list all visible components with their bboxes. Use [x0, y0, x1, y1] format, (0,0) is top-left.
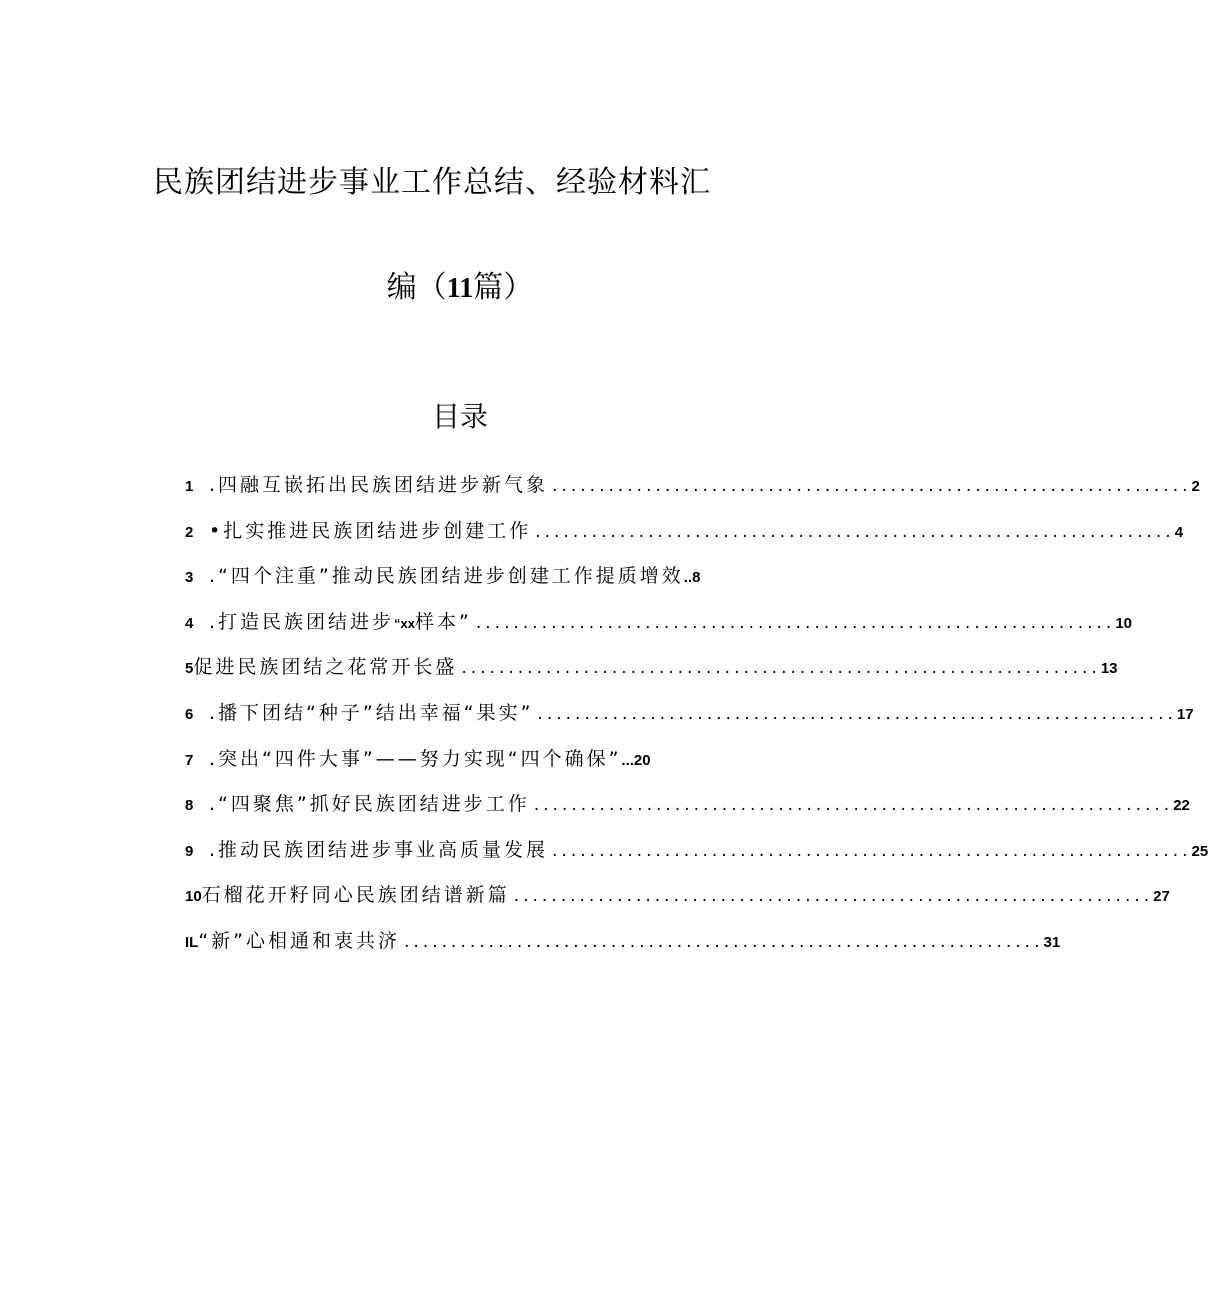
toc-item-page: 22 — [1173, 797, 1190, 815]
toc-item-title: .推动民族团结进步事业高质量发展 — [209, 838, 549, 861]
toc-item-page: 31 — [1043, 933, 1061, 951]
toc-item[interactable] — [185, 463, 1200, 509]
toc-item[interactable] — [185, 919, 1061, 965]
document-title-line2 — [0, 268, 920, 309]
toc-dot-leader: .................................................................... — [552, 476, 1192, 496]
title-line2-suffix: 篇） — [473, 270, 534, 305]
toc-item[interactable] — [185, 828, 1208, 874]
toc-item-title: 石榴花开籽同心民族团结谱新篇 — [201, 884, 510, 907]
toc-dot-leader: .................................................................... — [535, 521, 1175, 542]
toc-item-number: IL — [185, 933, 199, 951]
title-line2-prefix: 编（ — [386, 270, 447, 305]
title-count: 11 — [446, 273, 474, 304]
toc-item-number: 4 — [185, 614, 194, 632]
toc-dot-leader: .................................................................... — [533, 795, 1174, 816]
toc-item-number: 8 — [185, 797, 194, 815]
toc-item-page: 13 — [1100, 660, 1118, 678]
toc-dot-leader: .................................................................... — [552, 840, 1192, 861]
toc-item-number: 2 — [185, 523, 194, 541]
table-of-contents — [185, 463, 1208, 965]
toc-item-number: 6 — [185, 705, 194, 723]
toc-item-title-part: .打造民族团结进步 — [209, 610, 395, 633]
toc-dot-leader: .................................................................... — [537, 703, 1177, 724]
toc-item-title: .“四聚焦”抓好民族团结进步工作 — [209, 793, 530, 816]
toc-item[interactable] — [185, 873, 1170, 919]
toc-item[interactable] — [185, 554, 775, 600]
toc-item-title — [209, 600, 472, 647]
toc-item[interactable] — [185, 782, 1190, 828]
toc-item-title: .四融互嵌拓出民族团结进步新气象 — [209, 474, 549, 496]
toc-item-page: 17 — [1176, 705, 1194, 723]
toc-item-number: 1 — [185, 478, 194, 495]
toc-item-page: ..8 — [683, 569, 701, 587]
toc-item-title: .“四个注重”推动民族团结进步创建工作提质增效 — [209, 565, 684, 588]
toc-item-number: 10 — [185, 888, 202, 906]
toc-item-number: 5 — [185, 660, 194, 678]
toc-item-page: 27 — [1153, 888, 1170, 906]
toc-item-title-part: 样本” — [415, 610, 472, 633]
toc-dot-leader: .................................................................... — [404, 931, 1044, 952]
toc-item[interactable] — [185, 645, 1118, 691]
toc-item[interactable] — [185, 600, 1133, 646]
toc-item-title: .突出“四件大事”——努力实现“四个确保” — [209, 747, 622, 770]
toc-dot-leader: .................................................................... — [513, 886, 1154, 907]
toc-item-page: 10 — [1115, 614, 1133, 632]
toc-item-page: 25 — [1191, 842, 1208, 860]
toc-item-title: “新”心相通和衷共济 — [198, 929, 401, 952]
toc-item-page: ...20 — [621, 751, 651, 769]
toc-item-title: .播下团结“种子”结出幸福“果实” — [209, 701, 534, 724]
toc-heading: 目录 — [431, 400, 488, 433]
toc-item-page: 2 — [1191, 478, 1200, 495]
toc-item-number: 9 — [185, 842, 194, 860]
toc-item[interactable] — [185, 737, 775, 783]
toc-dot-leader: .................................................................... — [475, 612, 1116, 633]
toc-item[interactable] — [185, 691, 1194, 737]
toc-item-title: 促进民族团结之花常开长盛 — [193, 656, 458, 679]
toc-item-title: •扎实推进民族团结进步创建工作 — [209, 519, 532, 542]
toc-item[interactable] — [185, 509, 1184, 555]
toc-item-page: 4 — [1174, 523, 1184, 541]
toc-item-number: 3 — [185, 569, 194, 587]
toc-dot-leader: .................................................................... — [461, 658, 1101, 679]
toc-item-number: 7 — [185, 751, 194, 769]
toc-item-title-part: “xx — [394, 615, 416, 631]
document-title-line1: 民族团结进步事业工作总结、经验材料汇 — [153, 165, 711, 200]
